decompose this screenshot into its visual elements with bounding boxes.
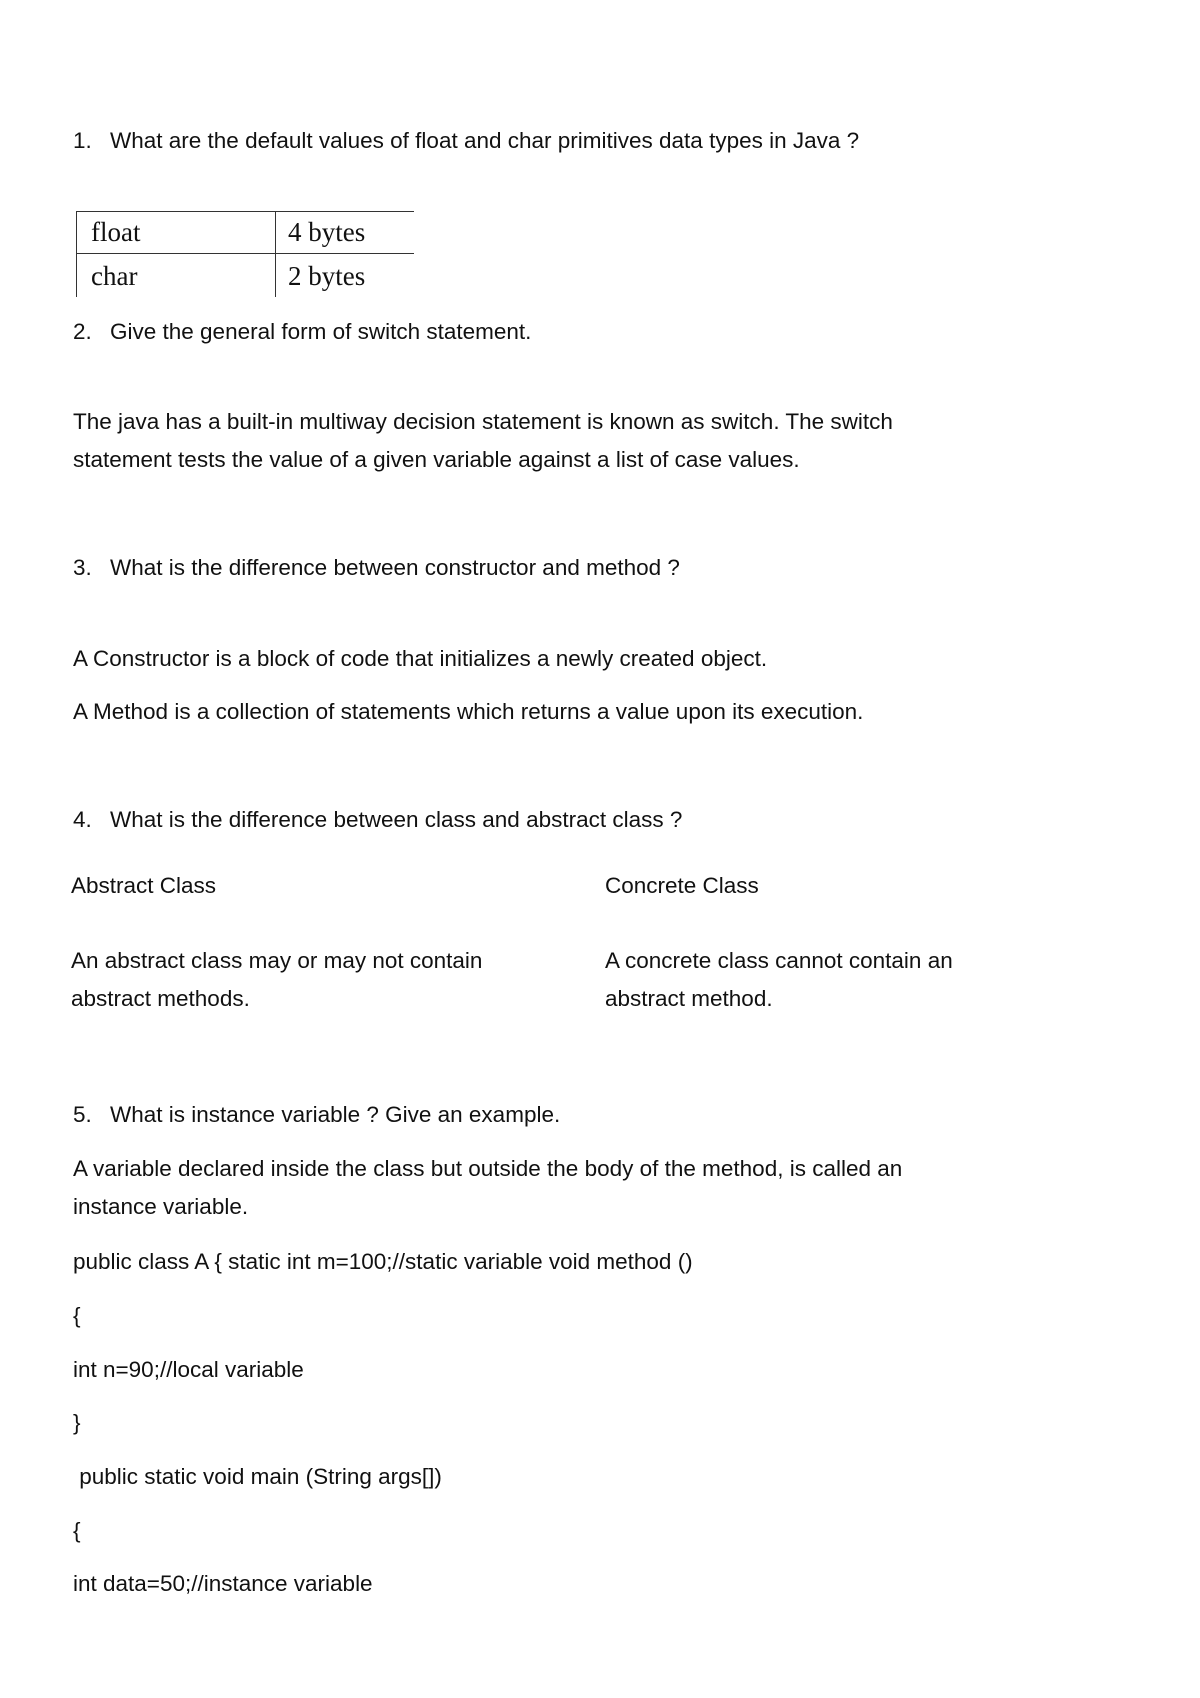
question-number: 2. <box>73 319 92 344</box>
table-row <box>77 212 415 254</box>
question-text: What is the difference between constructor and method ? <box>110 555 680 580</box>
question-text: What are the default values of float and char primitives data types in Java ? <box>110 128 860 153</box>
question-4 <box>73 801 682 839</box>
question-1 <box>73 122 859 160</box>
concrete-class-description: A concrete class cannot contain an <box>605 948 953 973</box>
abstract-class-description: An abstract class may or may not contain <box>71 948 483 973</box>
table-cell: 2 bytes <box>288 261 366 291</box>
answer-text: A Constructor is a block of code that initializes a newly created object. <box>73 646 768 671</box>
table-cell: 4 bytes <box>276 212 415 254</box>
abstract-class-description: abstract methods. <box>71 986 250 1011</box>
code-line: { <box>73 1518 81 1543</box>
question-5 <box>73 1096 560 1134</box>
question-number: 5. <box>73 1102 92 1127</box>
code-line: public class A { static int m=100;//static variable void method () <box>73 1249 693 1274</box>
question-number: 3. <box>73 555 92 580</box>
code-line: } <box>73 1410 81 1435</box>
question-3 <box>73 549 680 587</box>
table-row <box>77 254 415 298</box>
question-2 <box>73 313 531 351</box>
answer-text: A Method is a collection of statements which returns a value upon its execution. <box>73 699 864 724</box>
code-line: int data=50;//instance variable <box>73 1571 373 1596</box>
question-text: Give the general form of switch statement. <box>110 319 532 344</box>
code-line: public static void main (String args[]) <box>73 1464 442 1489</box>
data-type-size-table <box>76 211 414 297</box>
question-text: What is the difference between class and abstract class ? <box>110 807 683 832</box>
column-heading-concrete: Concrete Class <box>605 873 759 898</box>
answer-text: statement tests the value of a given variable against a list of case values. <box>73 447 800 472</box>
answer-text: A variable declared inside the class but outside the body of the method, is called an <box>73 1156 903 1181</box>
table-cell: char <box>77 254 276 298</box>
code-line: { <box>73 1303 81 1328</box>
table-cell: float <box>77 212 276 254</box>
column-heading-abstract: Abstract Class <box>71 873 217 898</box>
question-text: What is instance variable ? Give an example. <box>110 1102 561 1127</box>
question-number: 4. <box>73 807 92 832</box>
code-line: int n=90;//local variable <box>73 1357 304 1382</box>
concrete-class-description: abstract method. <box>605 986 773 1011</box>
answer-text: The java has a built-in multiway decision statement is known as switch. The switch <box>73 409 893 434</box>
question-number: 1. <box>73 128 92 153</box>
answer-text: instance variable. <box>73 1194 249 1219</box>
